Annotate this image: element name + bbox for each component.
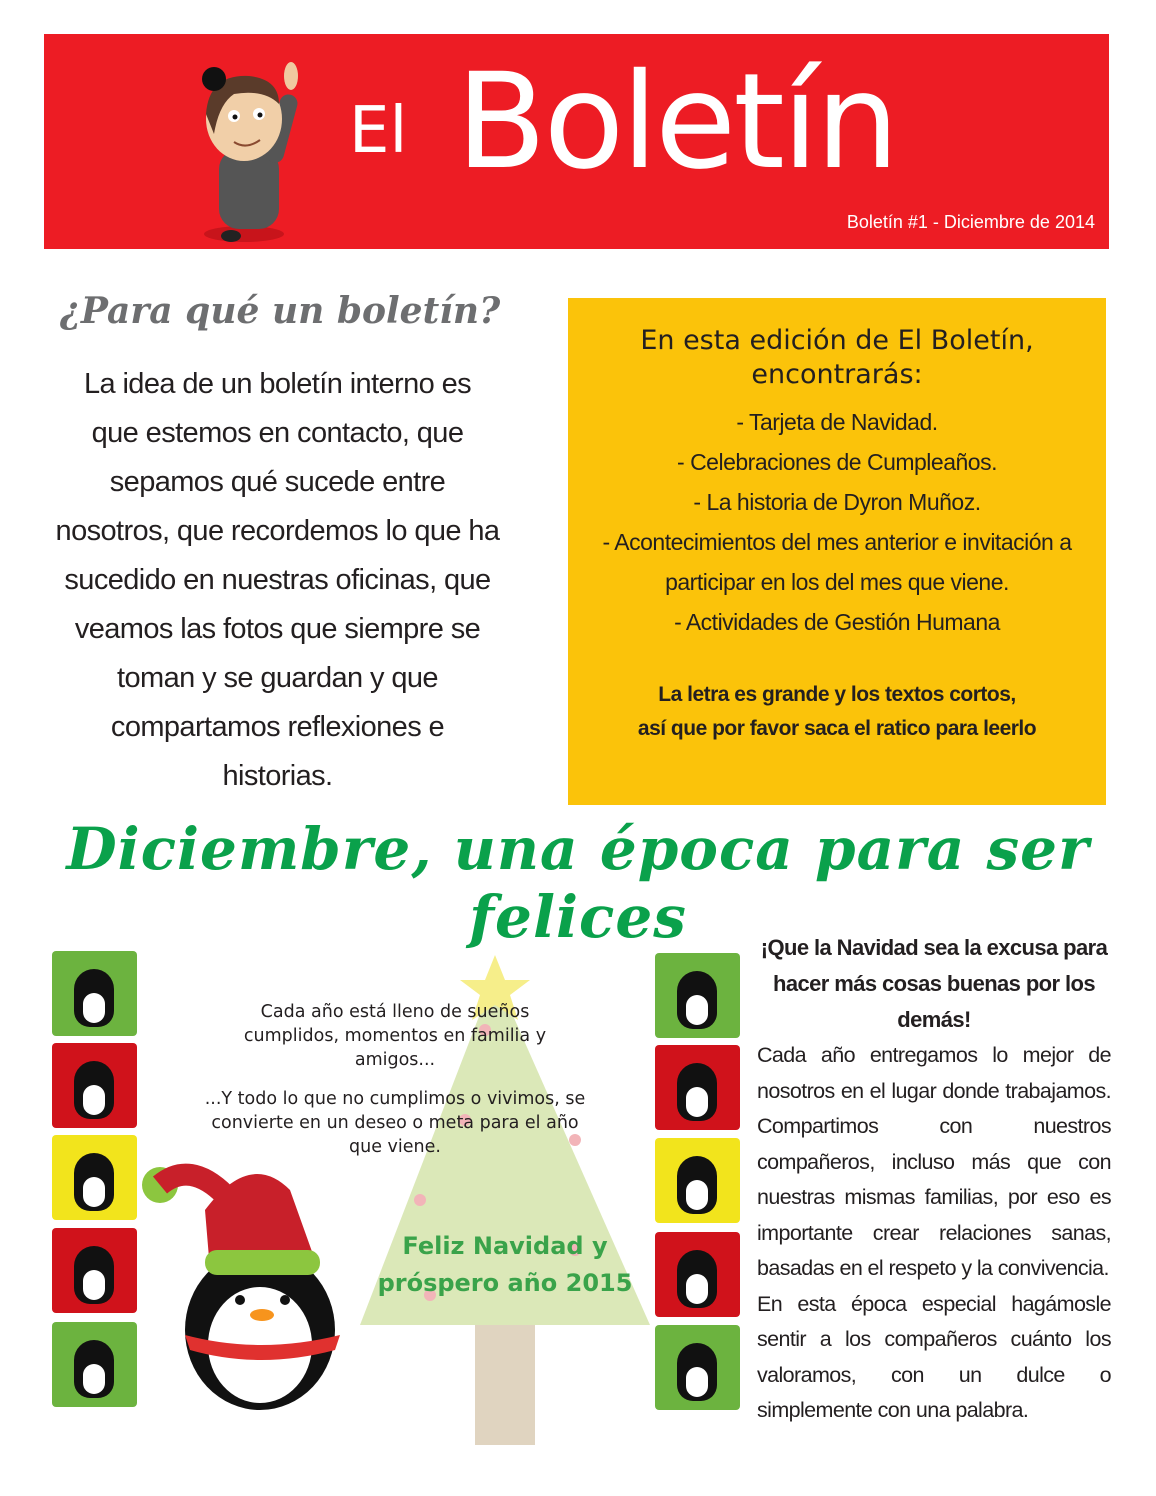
edition-list: [568, 402, 1106, 642]
santa-penguin-illustration: [140, 1150, 370, 1410]
intro-line: La idea de un boletín interno es: [83, 368, 472, 400]
intro-line: nosotros, que recordemos lo que ha: [55, 515, 500, 547]
intro-line: sucedido en nuestras oficinas, que: [64, 564, 491, 596]
penguin-beach-tile: [655, 1138, 740, 1223]
edition-item: - Tarjeta de Navidad.: [736, 409, 938, 435]
article-body-1: Cada año entregamos lo mejor de nosotros en el lugar donde trabajamos. Compartimos con nuestros compañeros, incluso más que con nuestras mismas familias, por eso es importante crear relaciones sanas, basadas en el respeto y la convivencia.: [757, 1043, 1111, 1280]
intro-paragraph: [40, 360, 515, 801]
card-greeting: Feliz Navidad y próspero año 2015: [377, 1232, 633, 1297]
penguin-paris-tile: [52, 951, 137, 1036]
intro-line: que estemos en contacto, que: [91, 417, 464, 449]
edition-note: [568, 678, 1106, 746]
section-title: Diciembre, una época para ser felices: [66, 815, 1090, 951]
intro-line: compartamos reflexiones e: [110, 711, 445, 743]
penguin-love-tile: [52, 1135, 137, 1220]
issue-info: Boletín #1 - Diciembre de 2014: [846, 212, 1095, 232]
edition-item: - Acontecimientos del mes anterior e invitación a participar en los del mes que viene.: [602, 529, 1072, 595]
intro-line: toman y se guardan y que: [117, 662, 438, 694]
intro-line: sepamos qué sucede entre: [109, 466, 446, 498]
header-banner: [44, 34, 1109, 249]
title-boletin: Boletín: [456, 45, 897, 199]
edition-item: - La historia de Dyron Muñoz.: [693, 489, 981, 515]
penguin-car-tile: [655, 1325, 740, 1410]
penguin-birthday-tile: [52, 1043, 137, 1128]
mascot-illustration: [174, 54, 344, 244]
penguin-graduate-tile: [655, 1232, 740, 1317]
penguin-office-tile: [52, 1228, 137, 1313]
article: [757, 930, 1111, 1429]
edition-box: [568, 298, 1106, 805]
title-el: El: [349, 94, 408, 168]
edition-note-line: así que por favor saca el ratico para leerlo: [637, 717, 1037, 740]
penguin-group-tile: [52, 1322, 137, 1407]
intro-title: ¿Para qué un boletín?: [59, 290, 501, 332]
edition-title: En esta edición de El Boletín, encontrarás:: [640, 325, 1034, 390]
intro-line: historias.: [222, 760, 333, 792]
penguin-house-tile: [655, 1045, 740, 1130]
card-text-1: Cada año está lleno de sueños cumplidos, momentos en familia y amigos...: [243, 1002, 547, 1070]
edition-item: - Actividades de Gestión Humana: [674, 609, 1000, 635]
article-body-2: En esta época especial hagámosle sentir a los compañeros cuánto los valoramos, con un dulce o simplemente con una palabra.: [757, 1291, 1111, 1422]
edition-note-line: La letra es grande y los textos cortos,: [658, 683, 1016, 706]
penguin-tile: [655, 953, 740, 1038]
edition-item: - Celebraciones de Cumpleaños.: [677, 449, 997, 475]
article-heading: ¡Que la Navidad sea la excusa para hacer más cosas buenas por los demás!: [760, 935, 1108, 1032]
intro-line: veamos las fotos que siempre se: [74, 613, 481, 645]
card-text-2: ...Y todo lo que no cumplimos o vivimos, se convierte en un deseo o meta para el año que viene.: [204, 1089, 586, 1157]
